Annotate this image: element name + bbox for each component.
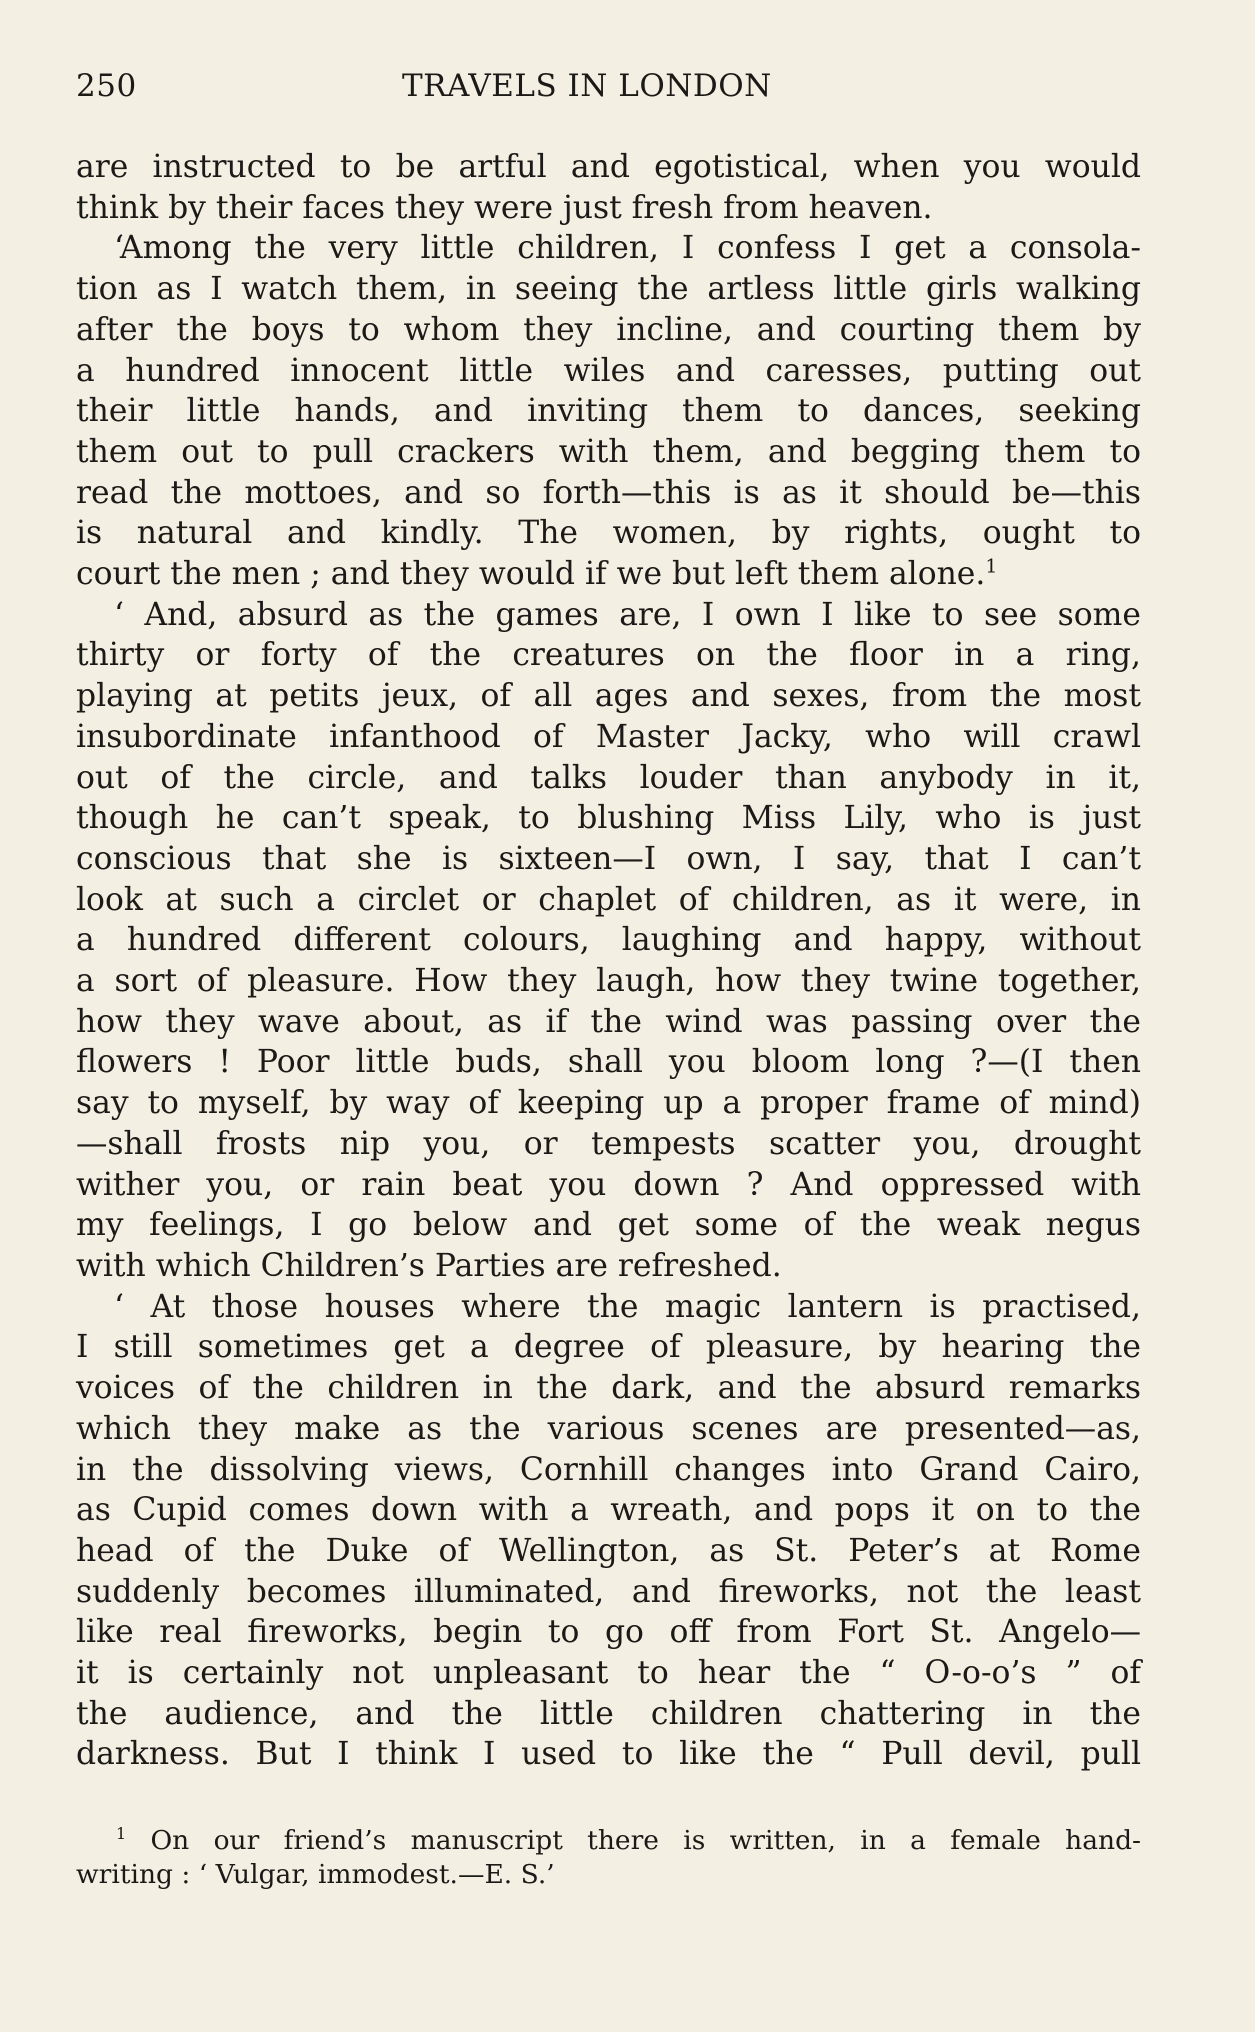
text-line xyxy=(76,1734,1141,1775)
line-text: —shall frosts nip you, or tempests scatter you, drought xyxy=(76,1125,1141,1162)
line-text: as Cupid comes down with a wreath, and pops it on to the xyxy=(76,1492,1141,1529)
line-text: a sort of pleasure. How they laugh, how they twine together, xyxy=(76,963,1141,1000)
line-text: which they make as the various scenes are presented—as, xyxy=(76,1410,1141,1447)
line-text: a hundred different colours, laughing and happy, without xyxy=(76,922,1141,959)
line-text: are instructed to be artful and egotistical, when you would xyxy=(76,149,1141,185)
footnote-text: writing : ‘ Vulgar, immodest.—E. S.’ xyxy=(76,1859,555,1890)
line-text: out of the circle, and talks louder than anybody in it, xyxy=(76,759,1141,796)
line-text: conscious that she is sixteen—I own, I say, that I can’t xyxy=(76,840,1141,877)
text-line xyxy=(76,391,1141,432)
text-line xyxy=(76,1124,1141,1165)
line-text: in the dissolving views, Cornhill changes into Grand Cairo, xyxy=(76,1451,1141,1488)
text-line xyxy=(76,1205,1141,1246)
text-line xyxy=(76,1368,1141,1409)
text-line xyxy=(76,1327,1141,1368)
line-text: it is certainly not unpleasant to hear the “ O-o-o’s ” of xyxy=(76,1655,1141,1692)
footnote-reference: 1 xyxy=(985,556,998,578)
line-text: ‘Among the very little children, I confess I get a consola- xyxy=(114,230,1141,267)
text-line xyxy=(76,310,1141,351)
line-text: insubordinate infanthood of Master Jacky, who will crawl xyxy=(76,718,1141,755)
text-line xyxy=(76,228,1141,269)
line-text: court the men ; and they would if we but left them alone. xyxy=(76,556,986,593)
footnote-marker: 1 xyxy=(116,1824,127,1844)
line-text: suddenly becomes illuminated, and fireworks, not the least xyxy=(76,1573,1141,1610)
text-line xyxy=(76,1165,1141,1206)
text-line xyxy=(76,1083,1141,1124)
text-line xyxy=(76,595,1141,636)
line-text: wither you, or rain beat you down ? And oppressed with xyxy=(76,1166,1141,1203)
text-line xyxy=(76,513,1141,554)
footnote xyxy=(76,1824,1141,1892)
line-text: I still sometimes get a degree of pleasure, by hearing the xyxy=(76,1329,1141,1366)
running-header xyxy=(76,68,1141,112)
text-line xyxy=(76,351,1141,392)
line-text: ‘ And, absurd as the games are, I own I like to see some xyxy=(114,596,1141,633)
text-line xyxy=(76,1572,1141,1613)
text-line xyxy=(76,1042,1141,1083)
text-line xyxy=(76,432,1141,473)
line-text: after the boys to whom they incline, and courting them by xyxy=(76,311,1141,348)
text-line xyxy=(76,961,1141,1002)
text-line xyxy=(76,920,1141,961)
text-line xyxy=(76,1490,1141,1531)
text-line xyxy=(76,554,1141,595)
text-line xyxy=(76,269,1141,310)
line-text: read the mottoes, and so forth—this is as it should be—this xyxy=(76,474,1141,511)
line-text: my feelings, I go below and get some of the weak negus xyxy=(76,1207,1141,1244)
line-text: the audience, and the little children chattering in the xyxy=(76,1695,1141,1732)
footnote-line xyxy=(76,1824,1141,1858)
line-text: say to myself, by way of keeping up a proper frame of mind) xyxy=(76,1085,1141,1122)
footnote-line xyxy=(76,1858,1141,1892)
line-text: with which Children’s Parties are refreshed. xyxy=(76,1247,782,1284)
text-line xyxy=(76,798,1141,839)
text-line xyxy=(76,1612,1141,1653)
text-line xyxy=(76,147,1141,188)
line-text: playing at petits jeux, of all ages and sexes, from the most xyxy=(76,678,1141,715)
line-text: head of the Duke of Wellington, as St. Peter’s at Rome xyxy=(76,1532,1141,1569)
text-line xyxy=(76,1653,1141,1694)
text-line xyxy=(76,1287,1141,1328)
line-text: like real fireworks, begin to go off from Fort St. Angelo— xyxy=(76,1614,1141,1651)
line-text: voices of the children in the dark, and the absurd remarks xyxy=(76,1370,1141,1407)
running-title: TRAVELS IN LONDON xyxy=(402,68,772,104)
line-text: tion as I watch them, in seeing the artless little girls walking xyxy=(76,271,1141,308)
text-line xyxy=(76,839,1141,880)
line-text: though he can’t speak, to blushing Miss Lily, who is just xyxy=(76,800,1141,837)
text-line xyxy=(76,1694,1141,1735)
text-line xyxy=(76,1002,1141,1043)
text-line xyxy=(76,717,1141,758)
line-text: thirty or forty of the creatures on the floor in a ring, xyxy=(76,637,1141,674)
line-text: think by their faces they were just fresh from heaven. xyxy=(76,189,933,226)
body-text xyxy=(76,147,1141,1775)
line-text: their little hands, and inviting them to dances, seeking xyxy=(76,393,1141,430)
line-text: is natural and kindly. The women, by rights, ought to xyxy=(76,515,1141,552)
text-line xyxy=(76,1450,1141,1491)
line-text: flowers ! Poor little buds, shall you bloom long ?—(I then xyxy=(76,1044,1141,1081)
text-line xyxy=(76,1531,1141,1572)
line-text: look at such a circlet or chaplet of children, as it were, in xyxy=(76,881,1141,918)
text-line xyxy=(76,758,1141,799)
line-text: darkness. But I think I used to like the “ Pull devil, pull xyxy=(76,1736,1141,1773)
page-number: 250 xyxy=(76,68,137,104)
text-line xyxy=(76,188,1141,229)
text-line xyxy=(76,1246,1141,1287)
line-text: them out to pull crackers with them, and begging them to xyxy=(76,433,1141,470)
line-text: a hundred innocent little wiles and caresses, putting out xyxy=(76,352,1141,389)
text-line xyxy=(76,1409,1141,1450)
text-line xyxy=(76,880,1141,921)
text-line xyxy=(76,676,1141,717)
footnote-text: On our friend’s manuscript there is written, in a female hand- xyxy=(150,1825,1141,1856)
text-line xyxy=(76,635,1141,676)
line-text: how they wave about, as if the wind was passing over the xyxy=(76,1003,1141,1040)
line-text: ‘ At those houses where the magic lantern is practised, xyxy=(114,1288,1141,1325)
text-line xyxy=(76,473,1141,514)
